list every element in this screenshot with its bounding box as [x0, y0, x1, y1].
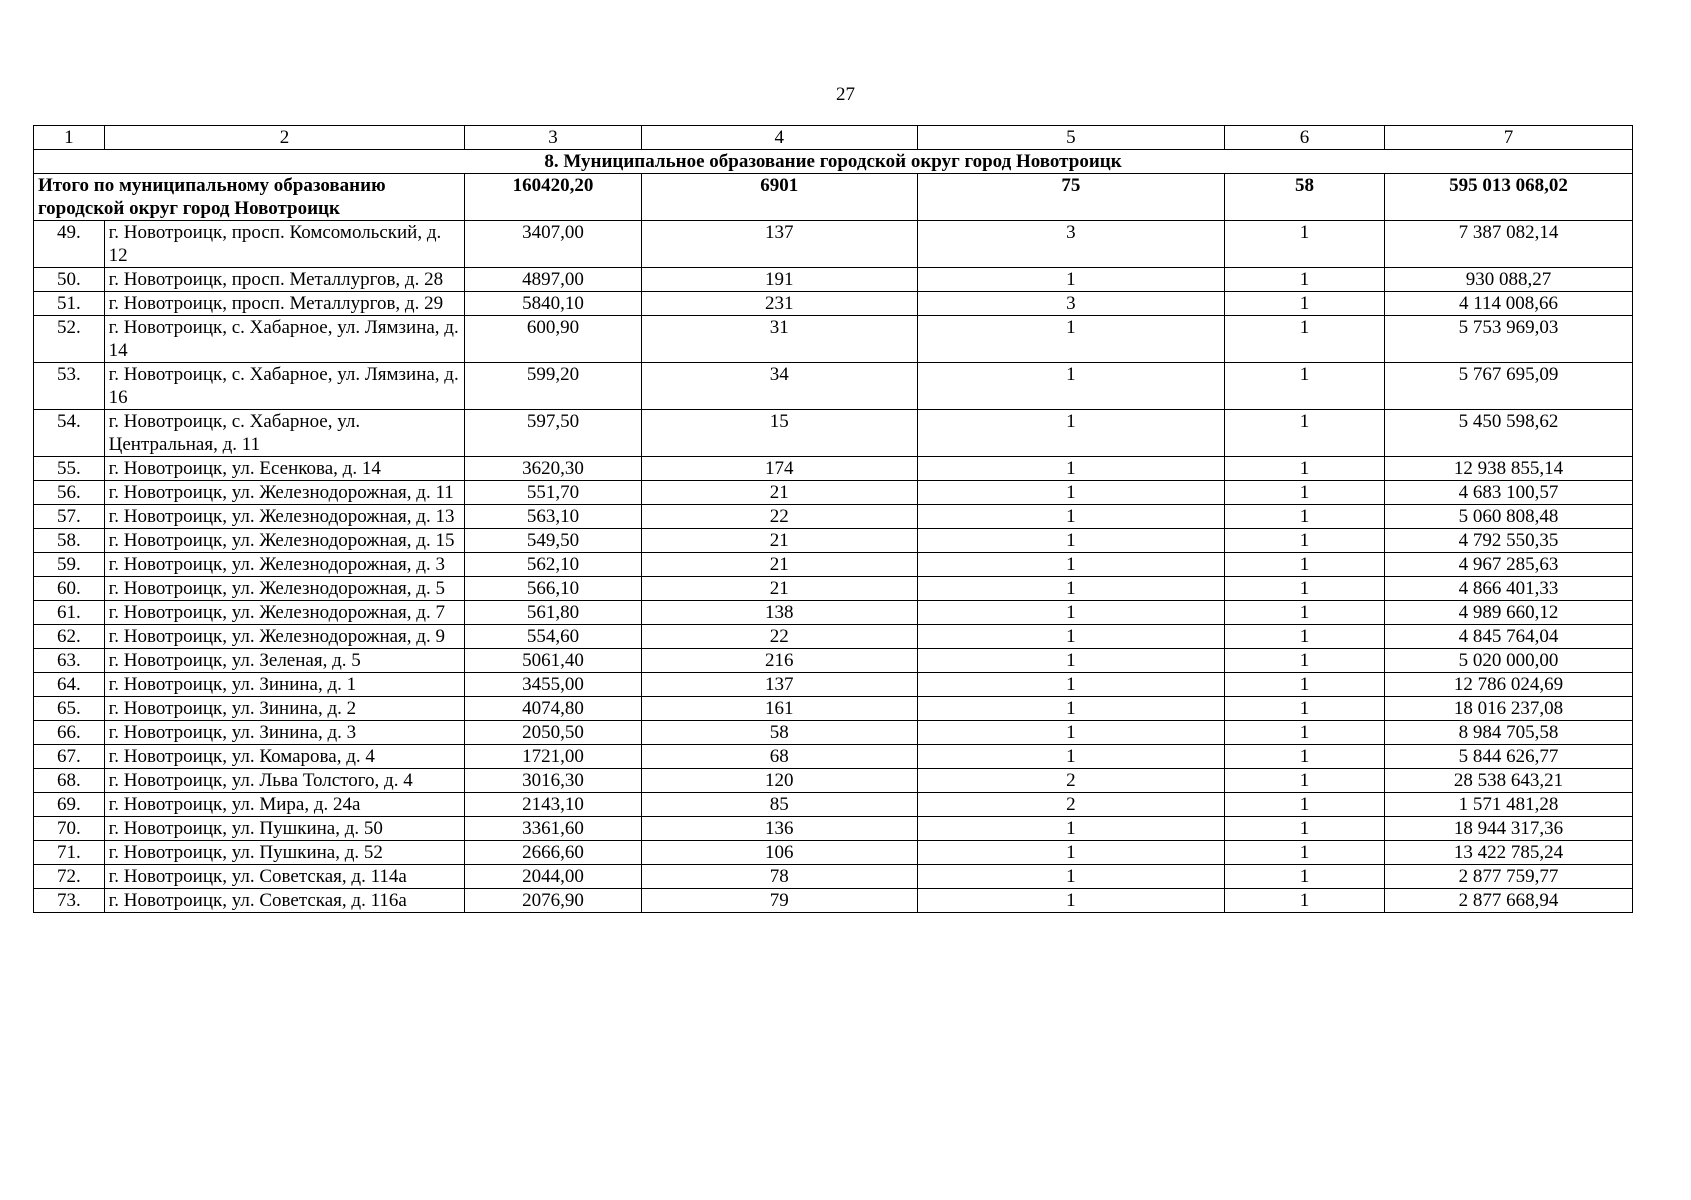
row-residents: 22 — [641, 505, 917, 529]
row-col5: 1 — [917, 649, 1224, 673]
row-address: г. Новотроицк, просп. Комсомольский, д. 12 — [104, 221, 465, 268]
row-residents: 138 — [641, 601, 917, 625]
row-col5: 1 — [917, 745, 1224, 769]
row-area: 2076,90 — [465, 889, 641, 913]
row-cost: 12 938 855,14 — [1385, 457, 1633, 481]
row-col6: 1 — [1224, 457, 1384, 481]
row-col6: 1 — [1224, 817, 1384, 841]
row-area: 5840,10 — [465, 292, 641, 316]
row-area: 3016,30 — [465, 769, 641, 793]
row-address: г. Новотроицк, ул. Зеленая, д. 5 — [104, 649, 465, 673]
row-number: 60. — [34, 577, 105, 601]
row-residents: 68 — [641, 745, 917, 769]
page-number: 27 — [836, 84, 855, 105]
row-area: 4897,00 — [465, 268, 641, 292]
table-row — [34, 817, 1633, 841]
row-area: 600,90 — [465, 316, 641, 363]
row-number: 55. — [34, 457, 105, 481]
row-address: г. Новотроицк, ул. Зинина, д. 3 — [104, 721, 465, 745]
table-row — [34, 649, 1633, 673]
row-col5: 1 — [917, 363, 1224, 410]
section-title-row — [34, 150, 1633, 174]
row-address: г. Новотроицк, с. Хабарное, ул. Центральная, д. 11 — [104, 410, 465, 457]
row-address: г. Новотроицк, ул. Льва Толстого, д. 4 — [104, 769, 465, 793]
row-area: 5061,40 — [465, 649, 641, 673]
table-row — [34, 457, 1633, 481]
row-col5: 1 — [917, 721, 1224, 745]
table-row — [34, 793, 1633, 817]
row-address: г. Новотроицк, просп. Металлургов, д. 29 — [104, 292, 465, 316]
row-address: г. Новотроицк, ул. Железнодорожная, д. 15 — [104, 529, 465, 553]
row-residents: 21 — [641, 481, 917, 505]
row-col5: 1 — [917, 601, 1224, 625]
row-number: 62. — [34, 625, 105, 649]
row-address: г. Новотроицк, ул. Комарова, д. 4 — [104, 745, 465, 769]
row-residents: 15 — [641, 410, 917, 457]
row-address: г. Новотроицк, ул. Зинина, д. 1 — [104, 673, 465, 697]
row-col5: 1 — [917, 505, 1224, 529]
table-row — [34, 721, 1633, 745]
row-cost: 5 450 598,62 — [1385, 410, 1633, 457]
row-address: г. Новотроицк, ул. Железнодорожная, д. 9 — [104, 625, 465, 649]
row-address: г. Новотроицк, ул. Железнодорожная, д. 7 — [104, 601, 465, 625]
row-number: 59. — [34, 553, 105, 577]
row-area: 3407,00 — [465, 221, 641, 268]
row-col5: 2 — [917, 769, 1224, 793]
row-col5: 1 — [917, 553, 1224, 577]
row-residents: 174 — [641, 457, 917, 481]
row-area: 3620,30 — [465, 457, 641, 481]
row-area: 563,10 — [465, 505, 641, 529]
row-cost: 18 016 237,08 — [1385, 697, 1633, 721]
row-residents: 216 — [641, 649, 917, 673]
row-address: г. Новотроицк, ул. Железнодорожная, д. 13 — [104, 505, 465, 529]
table-row — [34, 745, 1633, 769]
row-area: 4074,80 — [465, 697, 641, 721]
row-col6: 1 — [1224, 410, 1384, 457]
row-col6: 1 — [1224, 529, 1384, 553]
row-number: 54. — [34, 410, 105, 457]
row-address: г. Новотроицк, ул. Есенкова, д. 14 — [104, 457, 465, 481]
row-number: 71. — [34, 841, 105, 865]
row-cost: 5 753 969,03 — [1385, 316, 1633, 363]
section-title: 8. Муниципальное образование городской округ город Новотроицк — [34, 150, 1633, 174]
row-col6: 1 — [1224, 649, 1384, 673]
row-area: 597,50 — [465, 410, 641, 457]
table-row — [34, 410, 1633, 457]
total-col5: 75 — [917, 174, 1224, 221]
row-address: г. Новотроицк, ул. Пушкина, д. 50 — [104, 817, 465, 841]
table-row — [34, 769, 1633, 793]
row-cost: 5 060 808,48 — [1385, 505, 1633, 529]
row-residents: 79 — [641, 889, 917, 913]
table-row — [34, 889, 1633, 913]
total-col6: 58 — [1224, 174, 1384, 221]
row-cost: 1 571 481,28 — [1385, 793, 1633, 817]
row-cost: 28 538 643,21 — [1385, 769, 1633, 793]
table-row — [34, 221, 1633, 268]
row-address: г. Новотроицк, ул. Зинина, д. 2 — [104, 697, 465, 721]
table-row — [34, 625, 1633, 649]
row-residents: 85 — [641, 793, 917, 817]
row-cost: 13 422 785,24 — [1385, 841, 1633, 865]
row-col5: 1 — [917, 577, 1224, 601]
row-address: г. Новотроицк, с. Хабарное, ул. Лямзина, д. 16 — [104, 363, 465, 410]
row-col6: 1 — [1224, 673, 1384, 697]
row-address: г. Новотроицк, ул. Пушкина, д. 52 — [104, 841, 465, 865]
row-col5: 1 — [917, 457, 1224, 481]
row-col5: 3 — [917, 292, 1224, 316]
row-col6: 1 — [1224, 577, 1384, 601]
row-cost: 4 114 008,66 — [1385, 292, 1633, 316]
row-residents: 78 — [641, 865, 917, 889]
row-address: г. Новотроицк, ул. Железнодорожная, д. 11 — [104, 481, 465, 505]
row-number: 57. — [34, 505, 105, 529]
table-row — [34, 316, 1633, 363]
table-row — [34, 841, 1633, 865]
row-address: г. Новотроицк, ул. Мира, д. 24а — [104, 793, 465, 817]
column-header: 2 — [104, 126, 465, 150]
row-area: 3455,00 — [465, 673, 641, 697]
row-address: г. Новотроицк, ул. Железнодорожная, д. 3 — [104, 553, 465, 577]
row-residents: 21 — [641, 529, 917, 553]
row-cost: 4 792 550,35 — [1385, 529, 1633, 553]
row-cost: 18 944 317,36 — [1385, 817, 1633, 841]
row-area: 1721,00 — [465, 745, 641, 769]
table-row — [34, 577, 1633, 601]
row-number: 69. — [34, 793, 105, 817]
row-col6: 1 — [1224, 268, 1384, 292]
row-col5: 2 — [917, 793, 1224, 817]
row-number: 66. — [34, 721, 105, 745]
row-area: 599,20 — [465, 363, 641, 410]
row-area: 2666,60 — [465, 841, 641, 865]
row-col5: 1 — [917, 410, 1224, 457]
row-residents: 22 — [641, 625, 917, 649]
data-table — [33, 125, 1633, 913]
table-row — [34, 529, 1633, 553]
table-row — [34, 601, 1633, 625]
row-number: 61. — [34, 601, 105, 625]
column-header: 3 — [465, 126, 641, 150]
row-col5: 1 — [917, 481, 1224, 505]
total-label: Итого по муниципальному образованию городской округ город Новотроицк — [34, 174, 465, 221]
total-cost: 595 013 068,02 — [1385, 174, 1633, 221]
row-cost: 2 877 759,77 — [1385, 865, 1633, 889]
table-row — [34, 268, 1633, 292]
row-col6: 1 — [1224, 601, 1384, 625]
row-col5: 1 — [917, 697, 1224, 721]
row-col6: 1 — [1224, 769, 1384, 793]
row-residents: 106 — [641, 841, 917, 865]
total-row — [34, 174, 1633, 221]
row-residents: 21 — [641, 553, 917, 577]
row-area: 2143,10 — [465, 793, 641, 817]
row-cost: 4 989 660,12 — [1385, 601, 1633, 625]
row-col5: 3 — [917, 221, 1224, 268]
row-col6: 1 — [1224, 721, 1384, 745]
row-cost: 930 088,27 — [1385, 268, 1633, 292]
row-cost: 4 866 401,33 — [1385, 577, 1633, 601]
row-residents: 31 — [641, 316, 917, 363]
row-number: 56. — [34, 481, 105, 505]
row-residents: 34 — [641, 363, 917, 410]
row-residents: 21 — [641, 577, 917, 601]
column-header: 5 — [917, 126, 1224, 150]
row-col6: 1 — [1224, 553, 1384, 577]
row-number: 64. — [34, 673, 105, 697]
row-col6: 1 — [1224, 316, 1384, 363]
table-row — [34, 505, 1633, 529]
row-cost: 4 845 764,04 — [1385, 625, 1633, 649]
table-row — [34, 697, 1633, 721]
row-number: 52. — [34, 316, 105, 363]
column-header: 4 — [641, 126, 917, 150]
row-cost: 4 967 285,63 — [1385, 553, 1633, 577]
row-residents: 191 — [641, 268, 917, 292]
row-address: г. Новотроицк, с. Хабарное, ул. Лямзина, д. 14 — [104, 316, 465, 363]
row-area: 561,80 — [465, 601, 641, 625]
row-area: 551,70 — [465, 481, 641, 505]
row-cost: 4 683 100,57 — [1385, 481, 1633, 505]
table-row — [34, 865, 1633, 889]
row-cost: 5 844 626,77 — [1385, 745, 1633, 769]
row-cost: 5 767 695,09 — [1385, 363, 1633, 410]
row-area: 2044,00 — [465, 865, 641, 889]
row-col5: 1 — [917, 673, 1224, 697]
row-col5: 1 — [917, 865, 1224, 889]
row-col5: 1 — [917, 625, 1224, 649]
total-area: 160420,20 — [465, 174, 641, 221]
row-col6: 1 — [1224, 889, 1384, 913]
row-area: 562,10 — [465, 553, 641, 577]
row-number: 65. — [34, 697, 105, 721]
column-header: 7 — [1385, 126, 1633, 150]
row-address: г. Новотроицк, ул. Советская, д. 114а — [104, 865, 465, 889]
row-col6: 1 — [1224, 481, 1384, 505]
row-col5: 1 — [917, 316, 1224, 363]
row-number: 58. — [34, 529, 105, 553]
row-col6: 1 — [1224, 363, 1384, 410]
row-cost: 7 387 082,14 — [1385, 221, 1633, 268]
row-residents: 58 — [641, 721, 917, 745]
row-area: 2050,50 — [465, 721, 641, 745]
row-cost: 2 877 668,94 — [1385, 889, 1633, 913]
row-number: 72. — [34, 865, 105, 889]
row-col5: 1 — [917, 268, 1224, 292]
table-row — [34, 292, 1633, 316]
row-residents: 231 — [641, 292, 917, 316]
row-address: г. Новотроицк, ул. Советская, д. 116а — [104, 889, 465, 913]
table-row — [34, 673, 1633, 697]
row-number: 68. — [34, 769, 105, 793]
table-row — [34, 553, 1633, 577]
row-col6: 1 — [1224, 625, 1384, 649]
row-area: 3361,60 — [465, 817, 641, 841]
row-col6: 1 — [1224, 841, 1384, 865]
table-row — [34, 363, 1633, 410]
row-number: 51. — [34, 292, 105, 316]
column-header: 1 — [34, 126, 105, 150]
row-cost: 8 984 705,58 — [1385, 721, 1633, 745]
row-cost: 12 786 024,69 — [1385, 673, 1633, 697]
row-number: 53. — [34, 363, 105, 410]
row-col5: 1 — [917, 841, 1224, 865]
row-number: 63. — [34, 649, 105, 673]
row-residents: 137 — [641, 673, 917, 697]
row-area: 554,60 — [465, 625, 641, 649]
row-cost: 5 020 000,00 — [1385, 649, 1633, 673]
row-col6: 1 — [1224, 221, 1384, 268]
column-number-row — [34, 126, 1633, 150]
total-residents: 6901 — [641, 174, 917, 221]
row-number: 70. — [34, 817, 105, 841]
row-col6: 1 — [1224, 865, 1384, 889]
row-number: 73. — [34, 889, 105, 913]
column-header: 6 — [1224, 126, 1384, 150]
row-address: г. Новотроицк, просп. Металлургов, д. 28 — [104, 268, 465, 292]
row-col6: 1 — [1224, 793, 1384, 817]
row-residents: 161 — [641, 697, 917, 721]
row-area: 549,50 — [465, 529, 641, 553]
row-residents: 120 — [641, 769, 917, 793]
row-col5: 1 — [917, 817, 1224, 841]
row-residents: 136 — [641, 817, 917, 841]
row-col6: 1 — [1224, 505, 1384, 529]
row-address: г. Новотроицк, ул. Железнодорожная, д. 5 — [104, 577, 465, 601]
row-col6: 1 — [1224, 292, 1384, 316]
table-row — [34, 481, 1633, 505]
row-number: 49. — [34, 221, 105, 268]
row-area: 566,10 — [465, 577, 641, 601]
row-col6: 1 — [1224, 745, 1384, 769]
row-number: 67. — [34, 745, 105, 769]
row-col5: 1 — [917, 529, 1224, 553]
row-col6: 1 — [1224, 697, 1384, 721]
row-number: 50. — [34, 268, 105, 292]
row-col5: 1 — [917, 889, 1224, 913]
row-residents: 137 — [641, 221, 917, 268]
